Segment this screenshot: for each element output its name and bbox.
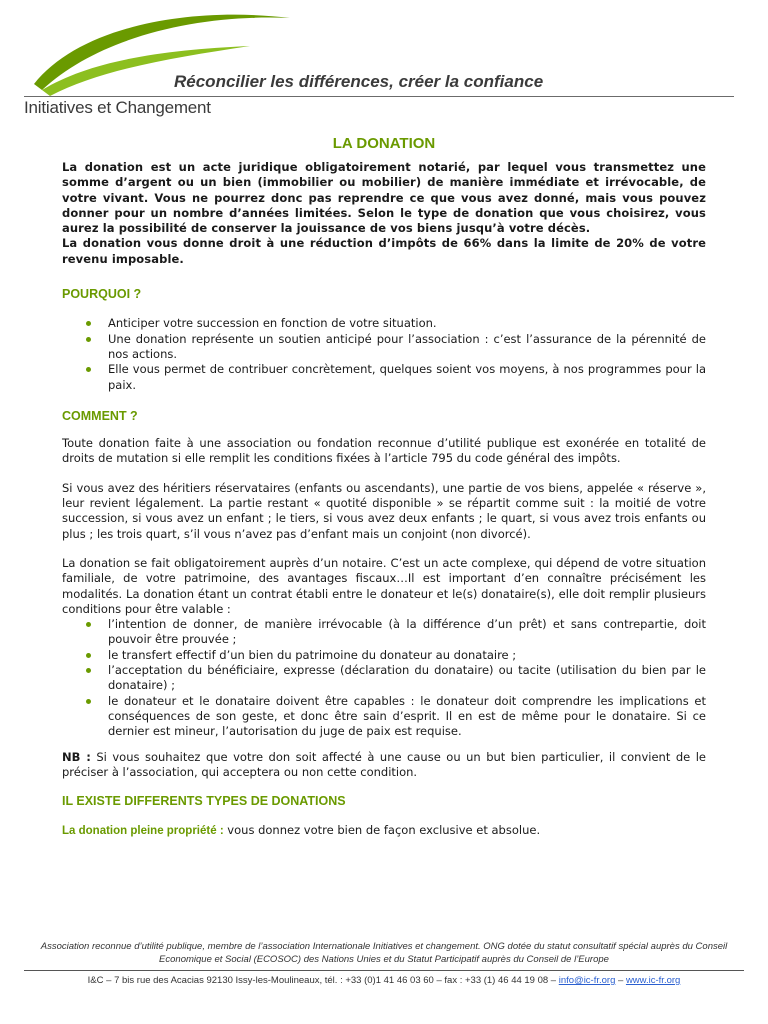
footer-legal-note: Association reconnue d’utilité publique, membre de l’association Internationale Initiatives et changement. ONG dotée du statut consultatif spécial auprès du Conseil Economique et Social (ECOSOC) des Nations Unies et du Statut Participatif auprès du Conseil de l’Europe <box>40 941 728 965</box>
intro-paragraph: La donation est un acte juridique obligatoirement notarié, par lequel vous transmettez une somme d’argent ou un bien (immobilier ou mobilier) de manière immédiate et irrévocable, de votre vivant. Vous ne pourrez donc pas reprendre ce que vous avez donné, mais vous pouvez donner pour un nombre d’années limitées. Selon le type de donation que vous choisirez, vous aurez la possibilité de conserver la jouissance de vos biens jusqu’à votre décès. <box>62 160 706 236</box>
pleine-propriete-paragraph <box>62 823 706 839</box>
footer-contact <box>0 975 768 986</box>
document-body <box>62 160 706 840</box>
org-name: Initiatives et Changement <box>24 98 211 117</box>
list-item: Anticiper votre succession en fonction de votre situation. <box>62 316 706 331</box>
comment-paragraph-2: Si vous avez des héritiers réservataires (enfants ou ascendants), une partie de vos biens, appelée « réserve », leur revient légalement. La partie restant « quotité disponible » se répartit comme suit : la moitié de votre succession, si vous avez un enfant ; le tiers, si vous avez deux enfants ; le quart, si vous avez trois enfants ou plus ; les trois quart, s’il vous n’avez pas d’enfant mais un conjoint (non divorcé). <box>62 480 706 541</box>
list-item: le transfert effectif d’un bien du patrimoine du donateur au donataire ; <box>62 648 706 663</box>
email-link[interactable]: info@ic-fr.org <box>558 975 616 986</box>
pleine-propriete-label: La donation pleine propriété : <box>62 825 224 838</box>
page-header <box>0 0 768 130</box>
list-item: l’intention de donner, de manière irrévocable (à la différence d’un prêt) et sans contrepartie, doit pouvoir être prouvée ; <box>62 617 706 648</box>
conditions-list <box>62 617 706 739</box>
list-item: Elle vous permet de contribuer concrètement, quelques soient vos moyens, à nos programmes pour la paix. <box>62 362 706 393</box>
footer-separator: – <box>615 975 626 986</box>
page-title: LA DONATION <box>332 135 436 152</box>
tagline: Réconcilier les différences, créer la confiance <box>174 72 544 91</box>
list-item: l’acceptation du bénéficiaire, expresse (déclaration du donataire) ou tacite (utilisation du bien par le donataire) ; <box>62 663 706 694</box>
footer-address-text: I&C – 7 bis rue des Acacias 92130 Issy-les-Moulineaux, tél. : +33 (0)1 41 46 03 60 – fax : +33 (1) 46 44 19 08 – <box>87 975 559 986</box>
nb-paragraph <box>62 750 706 781</box>
footer-divider <box>24 970 744 971</box>
nb-text: Si vous souhaitez que votre don soit affecté à une cause ou un but bien particulier, il convient de le préciser à l’association, qui acceptera ou non cette condition. <box>62 749 706 779</box>
comment-paragraph-1: Toute donation faite à une association ou fondation reconnue d’utilité publique est exonérée en totalité de droits de mutation si elle remplit les conditions fixées à l’article 795 du code général des impôts. <box>62 436 706 466</box>
section-heading-pourquoi: POURQUOI ? <box>62 287 142 302</box>
comment-paragraph-3: La donation se fait obligatoirement auprès d’un notaire. C’est un acte complexe, qui dépend de votre situation familiale, de votre patrimoine, des avantages fiscaux…Il est important d’en connaître précisément les modalités. La donation étant un contrat établi entre le donateur et le(s) donataire(s), elle doit remplir plusieurs conditions pour être valable : <box>62 555 706 616</box>
website-link[interactable]: www.ic-fr.org <box>625 975 681 986</box>
list-item: le donateur et le donataire doivent être capables : le donateur doit comprendre les implications et conséquences de son geste, et donc être sain d’esprit. Il en est de même pour le donataire. Si ce dernier est mineur, l’autorisation du juge de paix est requise. <box>62 694 706 740</box>
list-item: Une donation représente un soutien anticipé pour l’association : c’est l’assurance de la pérennité de nos actions. <box>62 332 706 363</box>
header-divider <box>24 96 734 97</box>
section-heading-comment: COMMENT ? <box>62 408 138 423</box>
section-heading-types: IL EXISTE DIFFERENTS TYPES DE DONATIONS <box>62 794 346 809</box>
intro-tax-paragraph: La donation vous donne droit à une réduction d’impôts de 66% dans la limite de 20% de votre revenu imposable. <box>62 236 706 266</box>
pourquoi-list <box>62 316 706 392</box>
nb-label: NB : <box>62 749 91 764</box>
pleine-propriete-text: vous donnez votre bien de façon exclusive et absolue. <box>223 823 541 838</box>
